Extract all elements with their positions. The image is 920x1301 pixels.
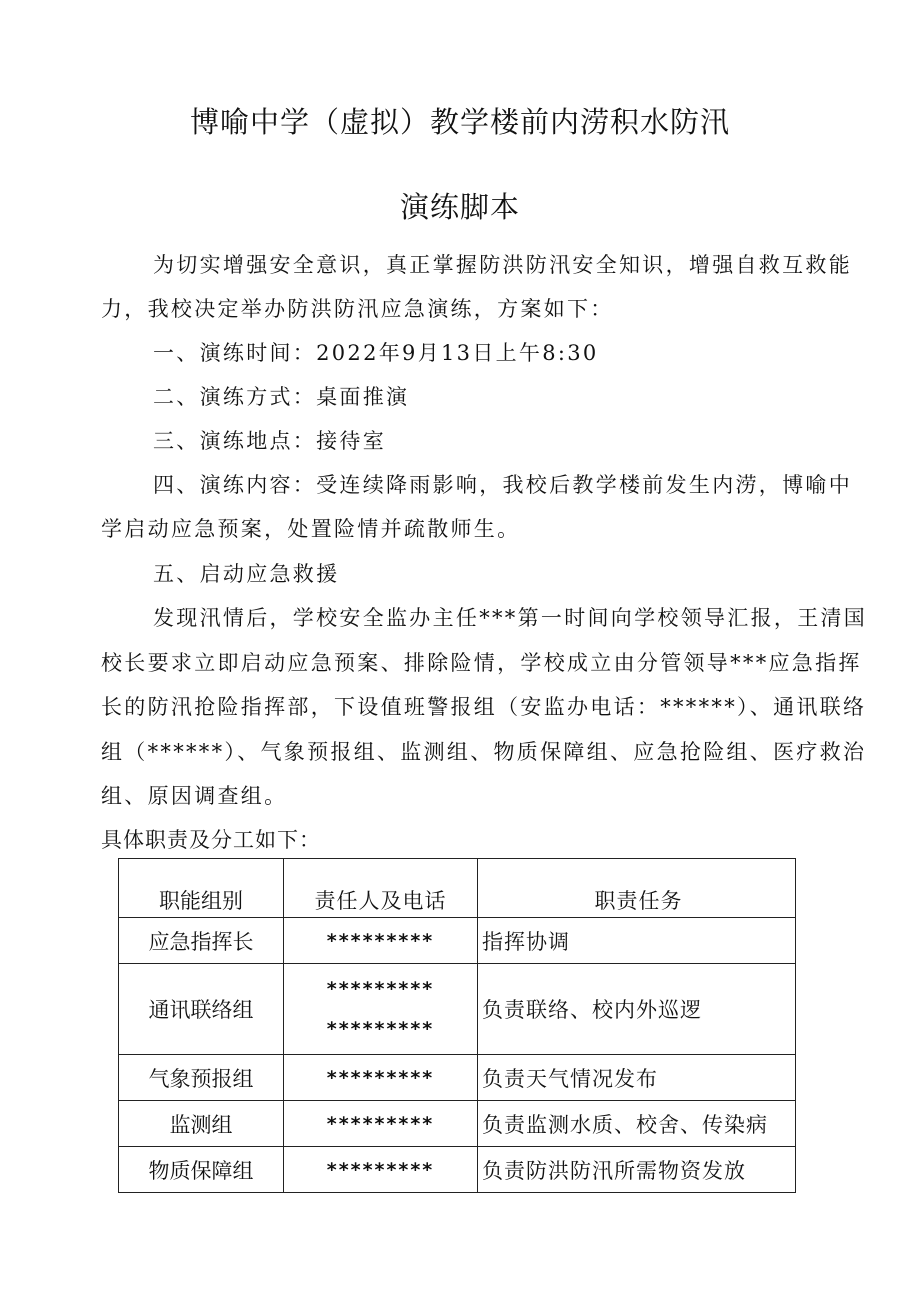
row-phone: ********* xyxy=(284,918,478,964)
duty-table xyxy=(118,858,796,1193)
header-duty: 职责任务 xyxy=(478,859,796,918)
row-duty: 负责监测水质、校舍、传染病 xyxy=(478,1101,796,1147)
document-title-line-2: 演练脚本 xyxy=(399,190,520,224)
row-phone: ********* xyxy=(326,978,435,1000)
row-duty: 负责联络、校内外巡逻 xyxy=(478,964,796,1055)
row-group: 通讯联络组 xyxy=(119,964,284,1055)
drill-place: 三、演练地点：接待室 xyxy=(153,429,386,453)
header-phone: 责任人及电话 xyxy=(284,859,478,918)
row-phone-2: ********* xyxy=(326,1018,435,1040)
rescue-text-line-4: 组（******）、气象预报组、监测组、物质保障组、应急抢险组、医疗救治 xyxy=(101,740,867,764)
drill-time: 一、演练时间：2022年9月13日上午8:30 xyxy=(153,341,599,365)
table-row xyxy=(119,918,796,964)
table-row xyxy=(119,964,796,1055)
row-phone: ********* xyxy=(284,1147,478,1193)
rescue-text-line-2: 校长要求立即启动应急预案、排除险情，学校成立由分管领导***应急指挥 xyxy=(101,651,862,675)
header-group: 职能组别 xyxy=(119,859,284,918)
table-intro: 具体职责及分工如下： xyxy=(101,828,321,852)
row-duty: 指挥协调 xyxy=(478,918,796,964)
row-group: 监测组 xyxy=(119,1101,284,1147)
row-duty: 负责天气情况发布 xyxy=(478,1055,796,1101)
row-group: 气象预报组 xyxy=(119,1055,284,1101)
drill-content-line-2: 学启动应急预案，处置险情并疏散师生。 xyxy=(101,517,521,541)
row-duty: 负责防洪防汛所需物资发放 xyxy=(478,1147,796,1193)
row-group: 物质保障组 xyxy=(119,1147,284,1193)
table-row xyxy=(119,1101,796,1147)
row-phone: ********* xyxy=(284,1101,478,1147)
intro-line-2: 力，我校决定举办防洪防汛应急演练，方案如下： xyxy=(101,297,614,321)
row-group: 应急指挥长 xyxy=(119,918,284,964)
row-phone: ********* xyxy=(284,1055,478,1101)
rescue-text-line-5: 组、原因调查组。 xyxy=(101,784,288,808)
intro-line-1: 为切实增强安全意识，真正掌握防洪防汛安全知识，增强自救互救能 xyxy=(153,253,852,277)
document-title-line-1: 博喻中学（虚拟）教学楼前内涝积水防汛 xyxy=(189,105,730,139)
rescue-text-line-3: 长的防汛抢险指挥部，下设值班警报组（安监办电话：******）、通讯联络 xyxy=(101,695,867,719)
row-phone-cell xyxy=(284,964,478,1055)
table-header-row xyxy=(119,859,796,918)
drill-mode: 二、演练方式：桌面推演 xyxy=(153,385,410,409)
rescue-heading: 五、启动应急救援 xyxy=(153,562,340,586)
table-row xyxy=(119,1147,796,1193)
drill-content-line-1: 四、演练内容：受连续降雨影响，我校后教学楼前发生内涝，博喻中 xyxy=(153,473,852,497)
table-row xyxy=(119,1055,796,1101)
rescue-text-line-1: 发现汛情后，学校安全监办主任***第一时间向学校领导汇报，王清国 xyxy=(153,606,868,630)
